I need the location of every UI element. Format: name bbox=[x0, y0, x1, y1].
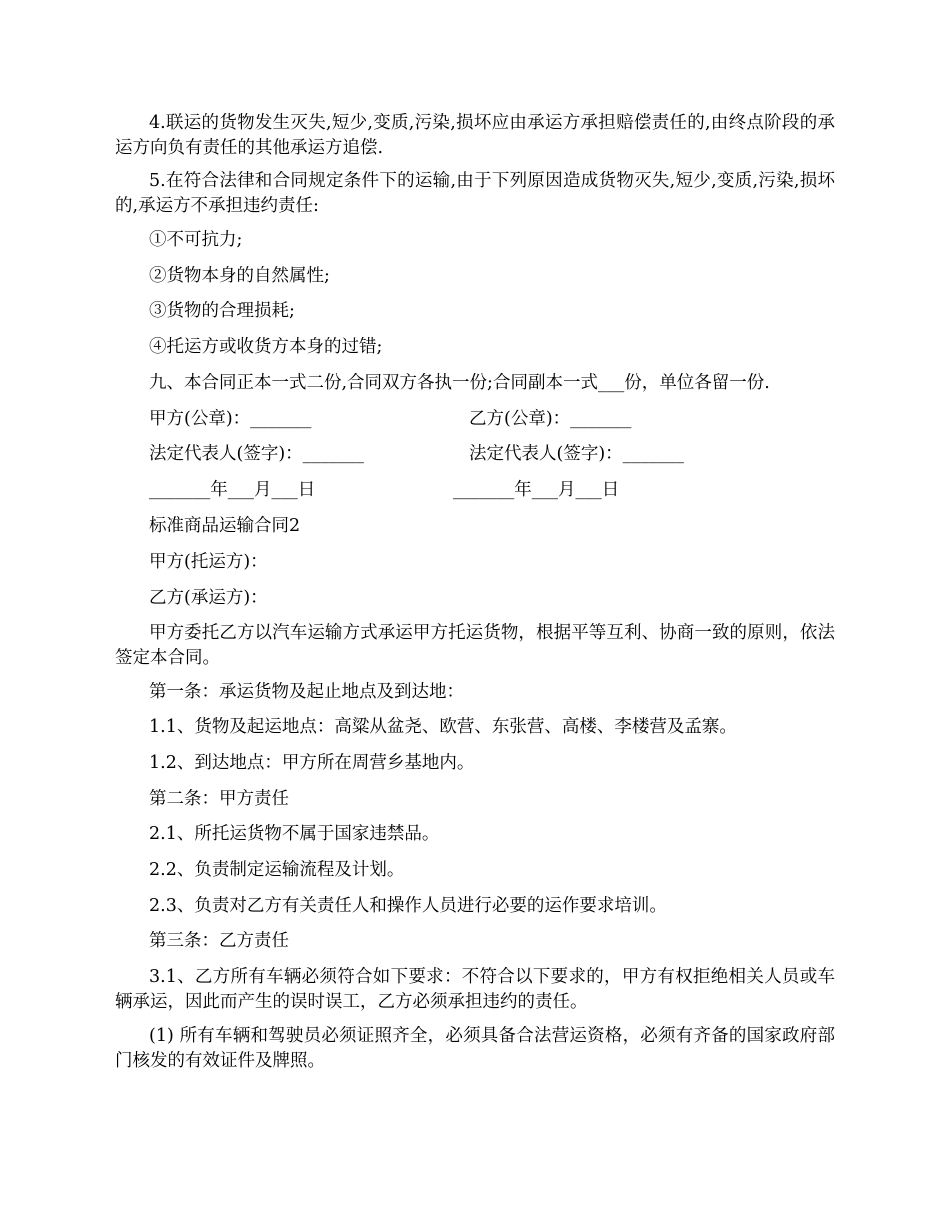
clause-3-1: 3.1、乙方所有车辆必须符合如下要求：不符合以下要求的，甲方有权拒绝相关人员或车辆承运，因此而产生的误时误工，乙方必须承担违约的责任。 bbox=[115, 967, 835, 1012]
paragraph-clause-4: 4.联运的货物发生灭失,短少,变质,污染,损坏应由承运方承担赔偿责任的,由终点阶段的承运方向负有责任的其他承运方追偿. bbox=[115, 113, 835, 158]
party-a-seal-field: 甲方(公章)：_______ bbox=[149, 409, 312, 429]
clause-2-1: 2.1、所托运货物不属于国家违禁品。 bbox=[149, 824, 440, 844]
party-a-representative-field: 法定代表人(签字)：_______ bbox=[149, 444, 364, 464]
party-a-date-field: _______年___月___日 bbox=[149, 480, 316, 500]
list-item-natural-property: ②货物本身的自然属性; bbox=[149, 266, 330, 286]
paragraph-clause-9: 九、本合同正本一式二份,合同双方各执一份;合同副本一式___份，单位各留一份. bbox=[149, 373, 770, 393]
party-b-date-field: _______年___月___日 bbox=[453, 480, 620, 500]
clause-1-1: 1.1、货物及起运地点：高粱从盆尧、欧营、东张营、高楼、李楼营及孟寨。 bbox=[149, 717, 737, 737]
article-1-heading: 第一条：承运货物及起止地点及到达地： bbox=[149, 682, 464, 702]
list-item-force-majeure: ①不可抗力; bbox=[149, 230, 243, 250]
contract-2-title: 标准商品运输合同2 bbox=[149, 516, 301, 536]
party-b-carrier-line: 乙方(承运方)： bbox=[149, 588, 268, 608]
clause-3-1-item-1: (1) 所有车辆和驾驶员必须证照齐全，必须具备合法营运资格，必须有齐备的国家政府部门核发的有效证件及牌照。 bbox=[115, 1026, 835, 1071]
clause-2-2: 2.2、负责制定运输流程及计划。 bbox=[149, 860, 405, 880]
preamble-paragraph: 甲方委托乙方以汽车运输方式承运甲方托运货物，根据平等互利、协商一致的原则，依法签定本合同。 bbox=[115, 623, 835, 668]
clause-1-2: 1.2、到达地点：甲方所在周营乡基地内。 bbox=[149, 753, 475, 773]
article-2-heading: 第二条：甲方责任 bbox=[149, 789, 289, 809]
clause-2-3: 2.3、负责对乙方有关责任人和操作人员进行必要的运作要求培训。 bbox=[149, 896, 667, 916]
paragraph-clause-5: 5.在符合法律和合同规定条件下的运输,由于下列原因造成货物灭失,短少,变质,污染,损坏的,承运方不承担违约责任: bbox=[115, 171, 835, 216]
list-item-reasonable-loss: ③货物的合理损耗; bbox=[149, 301, 295, 321]
party-b-representative-field: 法定代表人(签字)：_______ bbox=[469, 444, 684, 464]
list-item-shipper-fault: ④托运方或收货方本身的过错; bbox=[149, 337, 383, 357]
party-a-shipper-line: 甲方(托运方)： bbox=[149, 552, 268, 572]
article-3-heading: 第三条：乙方责任 bbox=[149, 931, 289, 951]
party-b-seal-field: 乙方(公章)：_______ bbox=[469, 409, 632, 429]
